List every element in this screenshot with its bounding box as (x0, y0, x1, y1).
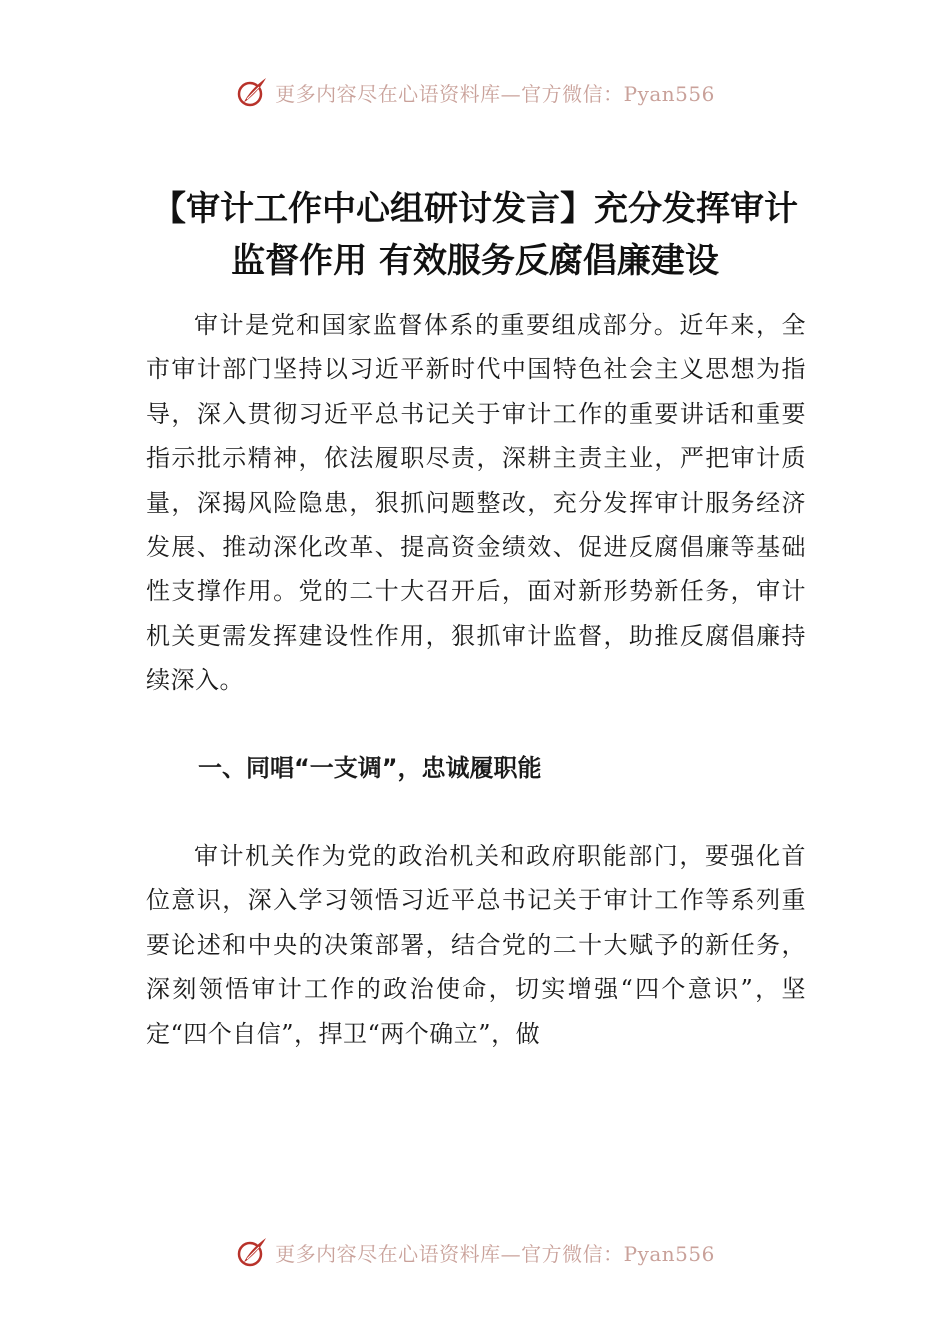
document-title (90, 183, 860, 287)
watermark-text: 更多内容尽在心语资料库—官方微信：Pyan556 (275, 1241, 715, 1266)
quill-logo-icon (235, 75, 269, 109)
section-heading-1: 一、同唱“一支调”，忠诚履职能 (198, 754, 542, 782)
title-line-1: 【审计工作中心组研讨发言】充分发挥审计 (152, 188, 798, 229)
footer-watermark (0, 1232, 950, 1272)
header-watermark (0, 72, 950, 112)
title-line-2: 监督作用 有效服务反腐倡廉建设 (231, 240, 719, 281)
body-paragraph-2: 审计机关作为党的政治机关和政府职能部门，要强化首位意识，深入学习领悟习近平总书记关于审计工作等系列重要论述和中央的决策部署，结合党的二十大赋予的新任务，深刻领悟审计工作的政治使命，切实增强“四个意识”，坚定“四个自信”，捍卫“两个确立”，做 (146, 842, 806, 1048)
watermark-text: 更多内容尽在心语资料库—官方微信：Pyan556 (275, 81, 715, 106)
quill-logo-icon (235, 1235, 269, 1269)
body-paragraph-1: 审计是党和国家监督体系的重要组成部分。近年来，全市审计部门坚持以习近平新时代中国特色社会主义思想为指导，深入贯彻习近平总书记关于审计工作的重要讲话和重要指示批示精神，依法履职尽责，深耕主责主业，严把审计质量，深揭风险隐患，狠抓问题整改，充分发挥审计服务经济发展、推动深化改革、提高资金绩效、促进反腐倡廉等基础性支撑作用。党的二十大召开后，面对新形势新任务，审计机关更需发挥建设性作用，狠抓审计监督，助推反腐倡廉持续深入。 (146, 311, 806, 695)
